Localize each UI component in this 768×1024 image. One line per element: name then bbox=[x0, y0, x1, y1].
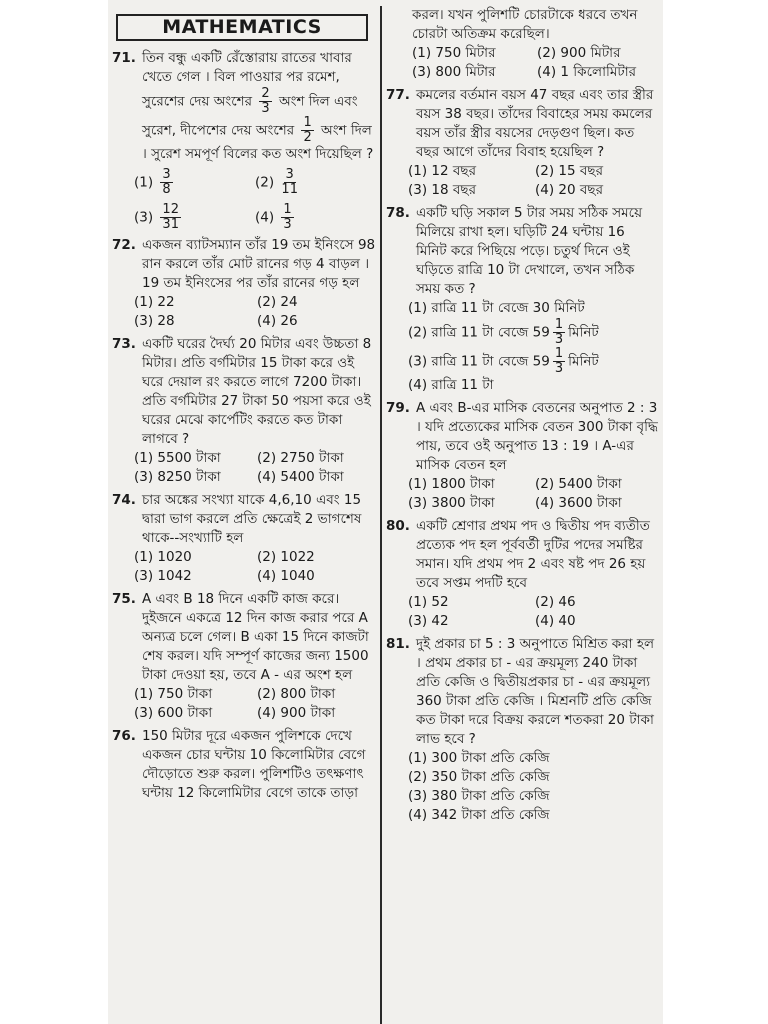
options bbox=[112, 449, 376, 487]
question-number: 74. bbox=[112, 492, 136, 508]
question-text: একটি শ্রেণার প্রথম পদ ও দ্বিতীয় পদ ব্যতীত প্রত্যেক পদ হল পূর্ববর্তী দুটির পদের সমষ্টির সমান। যদি প্রথম পদ 2 এবং ষষ্ট পদ 26 হয় তবে সপ্তম পদটি হবে bbox=[416, 518, 650, 591]
question-number: 71. bbox=[112, 50, 136, 66]
question-74 bbox=[112, 491, 376, 586]
question-number: 81. bbox=[386, 636, 410, 652]
option: (3) 800 মিটার bbox=[412, 64, 496, 80]
option: (1) 750 টাকা bbox=[134, 686, 213, 702]
options bbox=[386, 162, 658, 200]
question-number: 76. bbox=[112, 728, 136, 744]
question-text: তিন বন্ধু একটি রেঁস্তোরায় রাতের খাবার খেতে গেল । বিল পাওয়ার পর রমেশ, সুরেশের দেয় অংশের $\frac{2}{3}$ অংশ দিল এবং সুরেশ, দীপেশের দেয় অংশের $\frac{1}{2}$ অংশ দিল । সুরেশ সমপূর্ণ বিলের কত অংশ দিয়েছিল ? bbox=[142, 50, 374, 162]
option: (3) 8250 টাকা bbox=[134, 469, 221, 485]
option: (3) 42 bbox=[408, 613, 449, 629]
option: (2) 1022 bbox=[257, 549, 315, 565]
option: (1) 1800 টাকা bbox=[408, 476, 495, 492]
option: (1) 750 মিটার bbox=[412, 45, 496, 61]
question-73 bbox=[112, 335, 376, 487]
option: (3) 1042 bbox=[134, 568, 192, 584]
question-text: একজন ব্যাটসম্যান তাঁর 19 তম ইনিংসে 98 রান করলে তাঁর মোট রানের গড় 4 বাড়ল । 19 তম ইনিংসের পর তাঁর রানের গড় হল bbox=[142, 237, 376, 291]
option: (1) 12 বছর bbox=[408, 163, 477, 179]
option: (3) রাত্রি 11 টা বেজে 59 $\frac{1}{3}$ মিনিট bbox=[408, 346, 599, 376]
option: (1) রাত্রি 11 টা বেজে 30 মিনিট bbox=[408, 300, 585, 316]
option: (1) 52 bbox=[408, 594, 449, 610]
option: (3) 600 টাকা bbox=[134, 705, 213, 721]
option: (4) $\frac{1}{3}$ bbox=[255, 202, 292, 232]
option: (2) 24 bbox=[257, 294, 298, 310]
option: (4) 20 বছর bbox=[535, 182, 604, 198]
question-number: 79. bbox=[386, 400, 410, 416]
option: (4) 40 bbox=[535, 613, 576, 629]
question-77 bbox=[386, 86, 658, 200]
option: (4) 1040 bbox=[257, 568, 315, 584]
options bbox=[412, 44, 658, 82]
question-number: 73. bbox=[112, 336, 136, 352]
column-divider bbox=[380, 6, 382, 1024]
option: (3) $\frac{12}{31}$ bbox=[134, 202, 179, 232]
option: (4) 3600 টাকা bbox=[535, 495, 622, 511]
question-text: A এবং B 18 দিনে একটি কাজ করে। দুইজনে একত্রে 12 দিন কাজ করার পরে A অন্যত্র চলে গেল। B একা 15 দিনে কাজটা শেষ করল। যদি সম্পূর্ণ কাজের জন্য 1500 টাকা দেওয়া হয়, তবে A - এর অংশ হল bbox=[142, 591, 369, 683]
options bbox=[386, 593, 658, 631]
option: (2) 2750 টাকা bbox=[257, 450, 344, 466]
question-72 bbox=[112, 236, 376, 331]
option: (2) 800 টাকা bbox=[257, 686, 336, 702]
left-column bbox=[112, 0, 376, 807]
options bbox=[386, 749, 658, 825]
option: (4) রাত্রি 11 টা bbox=[408, 377, 494, 393]
option: (1) 22 bbox=[134, 294, 175, 310]
option: (3) 380 টাকা প্রতি কেজি bbox=[408, 788, 550, 804]
option: (4) 26 bbox=[257, 313, 298, 329]
options bbox=[386, 299, 658, 395]
question-number: 80. bbox=[386, 518, 410, 534]
question-text: দুই প্রকার চা 5 : 3 অনুপাতে মিশ্রিত করা হল । প্রথম প্রকার চা - এর ক্রয়মূল্য 240 টাকা প্রতি কেজি ও দ্বিতীয়প্রকার চা - এর ক্রয়মূল্য 360 টাকা প্রতি কেজি । মিশ্রনটি প্রতি কেজি কত টাকা দরে বিক্রয় করলে শতকরা 20 টাকা লাভ হবে ? bbox=[416, 636, 655, 747]
options bbox=[112, 685, 376, 723]
fraction: $\frac{1}{2}$ bbox=[303, 115, 312, 145]
question-79 bbox=[386, 399, 658, 513]
option: (2) 900 মিটার bbox=[537, 45, 621, 61]
options bbox=[112, 168, 376, 232]
question-text: চার অঙ্কের সংখ্যা যাকে 4,6,10 এবং 15 দ্বারা ভাগ করলে প্রতি ক্ষেত্রেই 2 ভাগশেষ থাকে--সংখ্যাটি হল bbox=[142, 492, 362, 546]
option: (1) $\frac{3}{8}$ bbox=[134, 167, 171, 197]
question-text: 150 মিটার দূরে একজন পুলিশকে দেখে একজন চোর ঘন্টায় 10 কিলোমিটার বেগে দৌড়োতে শুরু করল। পুলিশটিও তৎক্ষণাৎ ঘন্টায় 12 কিলোমিটার বেগে তাকে তাড়া bbox=[142, 728, 366, 801]
question-78 bbox=[386, 204, 658, 395]
option: (3) 18 বছর bbox=[408, 182, 477, 198]
question-text: একটি ঘরের দৈর্ঘ্য 20 মিটার এবং উচ্চতা 8 মিটার। প্রতি বর্গমিটার 15 টাকা করে ওই ঘরে দেয়াল রং করতে লাগে 7200 টাকা। প্রতি বর্গমিটার 27 টাকা 50 পয়সা করে ওই ঘরের মেঝে কার্পেটিং করতে কত টাকা লাগবে ? bbox=[142, 336, 372, 447]
question-76-continued bbox=[386, 6, 658, 82]
question-76 bbox=[112, 727, 376, 803]
option: (2) রাত্রি 11 টা বেজে 59 $\frac{1}{3}$ মিনিট bbox=[408, 317, 599, 347]
page-title: MATHEMATICS bbox=[116, 14, 368, 41]
option: (2) 15 বছর bbox=[535, 163, 604, 179]
option: (1) 5500 টাকা bbox=[134, 450, 221, 466]
question-text: কমলের বর্তমান বয়স 47 বছর এবং তার স্ত্রীর বয়স 38 বছর। তাঁদের বিবাহের সময় কমলের বয়স তাঁর স্ত্রীর বয়সের দেড়গুণ ছিল। কত বছর আগে তাঁদের বিবাহ হয়েছিল ? bbox=[416, 87, 654, 160]
option: (3) 3800 টাকা bbox=[408, 495, 495, 511]
question-text: করল। যখন পুলিশটি চোরটাকে ধরবে তখন চোরটা অতিক্রম করেছিল। bbox=[412, 7, 638, 42]
options bbox=[386, 475, 658, 513]
option: (4) 1 কিলোমিটার bbox=[537, 64, 637, 80]
option: (1) 300 টাকা প্রতি কেজি bbox=[408, 750, 550, 766]
question-75 bbox=[112, 590, 376, 723]
exam-page bbox=[108, 0, 663, 1024]
options bbox=[112, 293, 376, 331]
option: (4) 5400 টাকা bbox=[257, 469, 344, 485]
options bbox=[112, 548, 376, 586]
option: (4) 342 টাকা প্রতি কেজি bbox=[408, 807, 550, 823]
question-71 bbox=[112, 49, 376, 232]
question-number: 77. bbox=[386, 87, 410, 103]
option: (3) 28 bbox=[134, 313, 175, 329]
option: (2) 5400 টাকা bbox=[535, 476, 622, 492]
option: (2) $\frac{3}{11}$ bbox=[255, 167, 298, 197]
question-81 bbox=[386, 635, 658, 825]
question-text: A এবং B-এর মাসিক বেতনের অনুপাত 2 : 3 । যদি প্রত্যেকের মাসিক বেতন 300 টাকা বৃদ্ধি পায়, তবে ওই অনুপাত 13 : 19 । A-এর মাসিক বেতন হল bbox=[416, 400, 658, 473]
question-number: 72. bbox=[112, 237, 136, 253]
question-number: 78. bbox=[386, 205, 410, 221]
fraction: $\frac{2}{3}$ bbox=[261, 86, 270, 116]
option: (2) 46 bbox=[535, 594, 576, 610]
option: (1) 1020 bbox=[134, 549, 192, 565]
question-text: একটি ঘড়ি সকাল 5 টার সময় সঠিক সময়ে মিলিয়ে রাখা হল। ঘড়িটি 24 ঘন্টায় 16 মিনিট করে পিছিয়ে পড়ে। চতুর্থ দিনে ওই ঘড়িতে রাত্রি 10 টা দেখালে, তখন সঠিক সময় কত ? bbox=[416, 205, 643, 297]
right-column bbox=[386, 0, 658, 829]
question-80 bbox=[386, 517, 658, 631]
question-number: 75. bbox=[112, 591, 136, 607]
option: (4) 900 টাকা bbox=[257, 705, 336, 721]
option: (2) 350 টাকা প্রতি কেজি bbox=[408, 769, 550, 785]
